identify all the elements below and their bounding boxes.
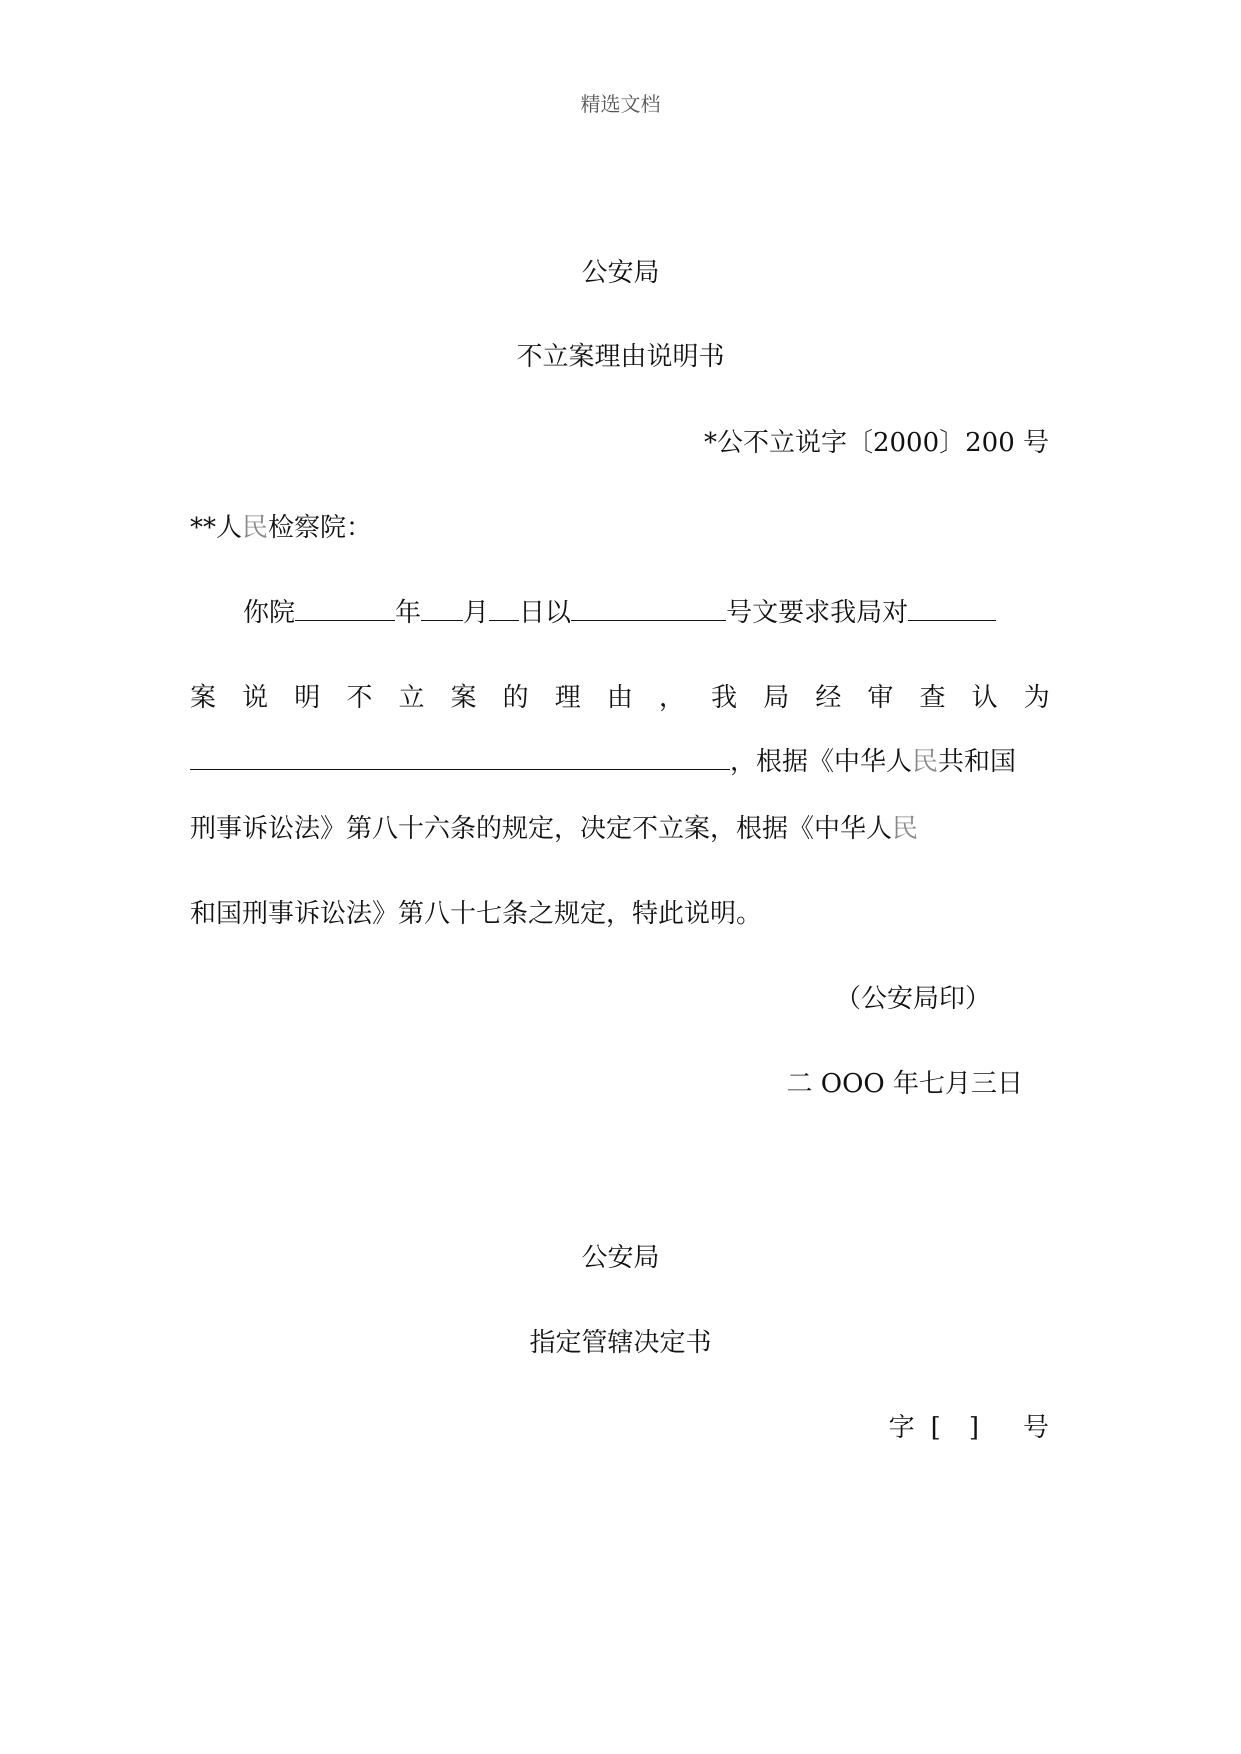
line3-faint-char: 民: [912, 747, 939, 777]
doc2-title: 指定管辖决定书: [529, 1328, 712, 1358]
doc2-number: [889, 1407, 1049, 1444]
line2-char: 案: [450, 683, 477, 713]
line3-text-2: 共和国: [938, 747, 1017, 777]
doc2-number-close: ]: [968, 1413, 979, 1443]
page-header: 精选文档: [580, 92, 661, 116]
line1-text-2: 年: [395, 598, 422, 628]
doc1-paragraph-line3: [190, 741, 1016, 778]
doc2-number-suffix: 号: [1022, 1413, 1049, 1443]
line2-char: 由: [606, 683, 633, 713]
blank-month: [421, 594, 463, 621]
line4-text-1: 刑事诉讼法》第八十六条的规定，决定不立案，根据《中华人: [190, 814, 893, 844]
blank-doc-number: [571, 594, 726, 621]
line2-char: 理: [554, 683, 581, 713]
line1-text-3: 月: [463, 598, 490, 628]
doc1-title: 不立案理由说明书: [516, 342, 725, 372]
line2-char: 不: [346, 683, 373, 713]
line2-char: 立: [398, 683, 425, 713]
line2-char: 局: [763, 683, 790, 713]
blank-year-prefix: [295, 594, 395, 621]
addressee-prefix: **人: [190, 513, 243, 543]
addressee-faint-char: 民: [242, 513, 269, 543]
blank-reason: [190, 743, 730, 770]
line3-text-1: ，根据《中华人: [730, 747, 913, 777]
doc1-number: *公不立说字〔2000〕200 号: [703, 428, 1049, 458]
doc1-paragraph-line1: [243, 592, 996, 629]
doc1-seal: （公安局印）: [834, 984, 991, 1014]
line1-text-1: 你院: [243, 598, 296, 628]
doc1-paragraph-line2: [190, 677, 1050, 714]
line4-faint-char: 民: [892, 814, 919, 844]
line2-char: 为: [1023, 683, 1050, 713]
line2-char: 认: [971, 683, 998, 713]
line2-char: 案: [190, 683, 217, 713]
line2-char: ，: [658, 683, 685, 713]
line2-char: 的: [502, 683, 529, 713]
line2-char: 审: [867, 683, 894, 713]
blank-case: [908, 594, 996, 621]
line2-char: 经: [815, 683, 842, 713]
doc1-date: 二 OOO 年七月三日: [786, 1069, 1023, 1099]
doc1-addressee: [190, 507, 372, 544]
line1-text-5: 号文要求我局对: [726, 598, 909, 628]
line2-char: 查: [919, 683, 946, 713]
doc1-paragraph-line4: [190, 808, 918, 845]
blank-day: [489, 594, 519, 621]
line2-char: 说: [242, 683, 269, 713]
doc2-org-title: 公安局: [581, 1243, 660, 1273]
line2-char: 我: [711, 683, 738, 713]
doc1-org-title: 公安局: [581, 258, 660, 288]
addressee-suffix: 检察院：: [268, 513, 373, 543]
line1-text-4: 日以: [519, 598, 572, 628]
doc2-number-open: [: [930, 1413, 941, 1443]
doc2-number-char: 字: [888, 1413, 915, 1443]
doc1-paragraph-line5: 和国刑事诉讼法》第八十七条之规定，特此说明。: [190, 899, 763, 929]
line2-char: 明: [294, 683, 321, 713]
